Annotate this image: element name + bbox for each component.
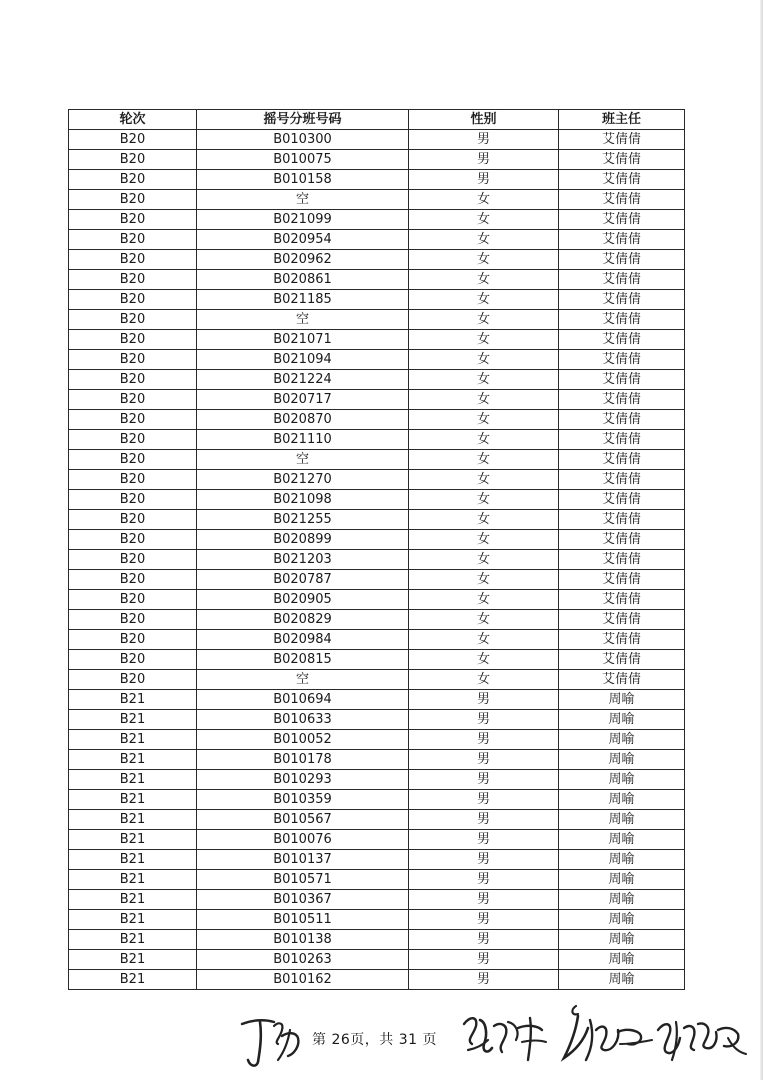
cell-gender: 男 <box>409 810 559 830</box>
cell-gender: 男 <box>409 790 559 810</box>
cell-gender: 女 <box>409 610 559 630</box>
table-row <box>69 230 685 250</box>
cell-round: B20 <box>69 150 197 170</box>
table-row <box>69 790 685 810</box>
table-row <box>69 390 685 410</box>
cell-gender: 女 <box>409 490 559 510</box>
cell-round: B21 <box>69 870 197 890</box>
table-row <box>69 950 685 970</box>
cell-head-teacher: 艾倩倩 <box>559 350 685 370</box>
cell-head-teacher: 周喻 <box>559 830 685 850</box>
cell-gender: 女 <box>409 250 559 270</box>
cell-gender: 女 <box>409 370 559 390</box>
cell-lottery-number: B010359 <box>197 790 409 810</box>
header-lottery-number: 摇号分班号码 <box>197 110 409 130</box>
cell-lottery-number: B021185 <box>197 290 409 310</box>
cell-head-teacher: 周喻 <box>559 790 685 810</box>
cell-round: B20 <box>69 570 197 590</box>
cell-head-teacher: 艾倩倩 <box>559 530 685 550</box>
cell-gender: 男 <box>409 950 559 970</box>
cell-head-teacher: 艾倩倩 <box>559 590 685 610</box>
handwritten-signature-3 <box>560 1000 656 1070</box>
cell-head-teacher: 周喻 <box>559 870 685 890</box>
cell-lottery-number: B010138 <box>197 930 409 950</box>
cell-gender: 男 <box>409 890 559 910</box>
cell-lottery-number: B020829 <box>197 610 409 630</box>
cell-head-teacher: 艾倩倩 <box>559 490 685 510</box>
cell-round: B20 <box>69 270 197 290</box>
table-row <box>69 770 685 790</box>
cell-gender: 女 <box>409 270 559 290</box>
cell-round: B20 <box>69 650 197 670</box>
table-row <box>69 530 685 550</box>
cell-lottery-number: B020787 <box>197 570 409 590</box>
cell-gender: 男 <box>409 910 559 930</box>
table-row <box>69 590 685 610</box>
cell-round: B21 <box>69 830 197 850</box>
handwritten-signature-4 <box>654 1008 750 1068</box>
table-row <box>69 430 685 450</box>
cell-round: B20 <box>69 610 197 630</box>
cell-head-teacher: 艾倩倩 <box>559 150 685 170</box>
header-gender: 性别 <box>409 110 559 130</box>
table-header-row <box>69 110 685 130</box>
cell-gender: 男 <box>409 170 559 190</box>
cell-head-teacher: 艾倩倩 <box>559 230 685 250</box>
table-row <box>69 750 685 770</box>
cell-round: B20 <box>69 430 197 450</box>
cell-lottery-number: 空 <box>197 310 409 330</box>
cell-lottery-number: B021099 <box>197 210 409 230</box>
cell-gender: 男 <box>409 850 559 870</box>
cell-head-teacher: 艾倩倩 <box>559 550 685 570</box>
table-row <box>69 850 685 870</box>
cell-gender: 男 <box>409 710 559 730</box>
cell-head-teacher: 艾倩倩 <box>559 250 685 270</box>
cell-gender: 女 <box>409 550 559 570</box>
cell-head-teacher: 艾倩倩 <box>559 430 685 450</box>
table-row <box>69 630 685 650</box>
cell-lottery-number: 空 <box>197 190 409 210</box>
cell-round: B20 <box>69 410 197 430</box>
cell-gender: 男 <box>409 770 559 790</box>
cell-head-teacher: 艾倩倩 <box>559 670 685 690</box>
cell-lottery-number: B010511 <box>197 910 409 930</box>
cell-gender: 女 <box>409 650 559 670</box>
cell-lottery-number: B010694 <box>197 690 409 710</box>
cell-gender: 男 <box>409 730 559 750</box>
cell-head-teacher: 周喻 <box>559 710 685 730</box>
cell-round: B21 <box>69 850 197 870</box>
cell-round: B21 <box>69 950 197 970</box>
cell-lottery-number: B021094 <box>197 350 409 370</box>
cell-lottery-number: 空 <box>197 450 409 470</box>
cell-gender: 男 <box>409 970 559 990</box>
cell-round: B20 <box>69 390 197 410</box>
cell-round: B20 <box>69 590 197 610</box>
cell-round: B20 <box>69 670 197 690</box>
cell-lottery-number: B020815 <box>197 650 409 670</box>
page-footer <box>0 1000 763 1080</box>
table-row <box>69 270 685 290</box>
handwritten-signature-2 <box>458 1004 554 1068</box>
cell-head-teacher: 艾倩倩 <box>559 270 685 290</box>
cell-lottery-number: B021203 <box>197 550 409 570</box>
cell-gender: 女 <box>409 470 559 490</box>
cell-lottery-number: B020905 <box>197 590 409 610</box>
cell-head-teacher: 艾倩倩 <box>559 170 685 190</box>
header-head-teacher: 班主任 <box>559 110 685 130</box>
cell-round: B21 <box>69 890 197 910</box>
cell-lottery-number: B010052 <box>197 730 409 750</box>
cell-lottery-number: B020870 <box>197 410 409 430</box>
cell-lottery-number: B021224 <box>197 370 409 390</box>
cell-round: B21 <box>69 790 197 810</box>
cell-head-teacher: 周喻 <box>559 850 685 870</box>
table-body <box>69 130 685 990</box>
table-row <box>69 370 685 390</box>
table-row <box>69 510 685 530</box>
table-row <box>69 610 685 630</box>
table-row <box>69 290 685 310</box>
table-row <box>69 570 685 590</box>
cell-gender: 女 <box>409 430 559 450</box>
cell-round: B20 <box>69 630 197 650</box>
table-row <box>69 550 685 570</box>
cell-lottery-number: B020899 <box>197 530 409 550</box>
cell-gender: 女 <box>409 350 559 370</box>
table-row <box>69 870 685 890</box>
cell-gender: 女 <box>409 450 559 470</box>
page-prefix: 第 <box>312 1032 327 1048</box>
cell-round: B21 <box>69 970 197 990</box>
cell-head-teacher: 艾倩倩 <box>559 630 685 650</box>
cell-round: B20 <box>69 370 197 390</box>
cell-lottery-number: B021255 <box>197 510 409 530</box>
table-row <box>69 930 685 950</box>
cell-head-teacher: 周喻 <box>559 930 685 950</box>
cell-lottery-number: B020954 <box>197 230 409 250</box>
cell-gender: 女 <box>409 190 559 210</box>
cell-round: B20 <box>69 550 197 570</box>
cell-lottery-number: B010633 <box>197 710 409 730</box>
table-row <box>69 310 685 330</box>
cell-lottery-number: B021270 <box>197 470 409 490</box>
cell-gender: 女 <box>409 310 559 330</box>
cell-head-teacher: 艾倩倩 <box>559 330 685 350</box>
table-row <box>69 130 685 150</box>
cell-head-teacher: 艾倩倩 <box>559 290 685 310</box>
cell-round: B20 <box>69 490 197 510</box>
cell-lottery-number: B021098 <box>197 490 409 510</box>
cell-head-teacher: 艾倩倩 <box>559 470 685 490</box>
cell-gender: 女 <box>409 510 559 530</box>
cell-round: B20 <box>69 330 197 350</box>
cell-lottery-number: B010162 <box>197 970 409 990</box>
cell-head-teacher: 艾倩倩 <box>559 130 685 150</box>
cell-round: B21 <box>69 810 197 830</box>
handwritten-signature-1 <box>238 1010 308 1072</box>
class-assignment-table <box>68 109 685 990</box>
table-row <box>69 910 685 930</box>
cell-gender: 女 <box>409 330 559 350</box>
table-row <box>69 810 685 830</box>
table-row <box>69 170 685 190</box>
cell-head-teacher: 周喻 <box>559 910 685 930</box>
table-row <box>69 210 685 230</box>
cell-round: B21 <box>69 910 197 930</box>
cell-gender: 女 <box>409 210 559 230</box>
cell-lottery-number: B010263 <box>197 950 409 970</box>
cell-lottery-number: B020717 <box>197 390 409 410</box>
cell-head-teacher: 周喻 <box>559 950 685 970</box>
table-row <box>69 250 685 270</box>
cell-round: B21 <box>69 690 197 710</box>
cell-round: B20 <box>69 130 197 150</box>
cell-gender: 男 <box>409 830 559 850</box>
cell-gender: 女 <box>409 410 559 430</box>
cell-round: B20 <box>69 450 197 470</box>
cell-round: B20 <box>69 230 197 250</box>
cell-gender: 女 <box>409 290 559 310</box>
cell-round: B21 <box>69 730 197 750</box>
cell-gender: 男 <box>409 870 559 890</box>
cell-head-teacher: 艾倩倩 <box>559 610 685 630</box>
cell-round: B20 <box>69 210 197 230</box>
cell-head-teacher: 周喻 <box>559 890 685 910</box>
cell-gender: 男 <box>409 150 559 170</box>
cell-gender: 女 <box>409 530 559 550</box>
cell-head-teacher: 艾倩倩 <box>559 190 685 210</box>
cell-head-teacher: 周喻 <box>559 970 685 990</box>
cell-head-teacher: 艾倩倩 <box>559 650 685 670</box>
cell-gender: 女 <box>409 670 559 690</box>
table-row <box>69 350 685 370</box>
header-round: 轮次 <box>69 110 197 130</box>
page-total: 31 <box>398 1032 418 1048</box>
cell-gender: 男 <box>409 930 559 950</box>
cell-round: B20 <box>69 190 197 210</box>
cell-head-teacher: 艾倩倩 <box>559 370 685 390</box>
cell-head-teacher: 艾倩倩 <box>559 450 685 470</box>
cell-lottery-number: 空 <box>197 670 409 690</box>
cell-head-teacher: 周喻 <box>559 810 685 830</box>
cell-head-teacher: 艾倩倩 <box>559 310 685 330</box>
table-row <box>69 650 685 670</box>
table-row <box>69 710 685 730</box>
cell-gender: 女 <box>409 590 559 610</box>
cell-gender: 男 <box>409 690 559 710</box>
table-row <box>69 150 685 170</box>
table-row <box>69 690 685 710</box>
cell-gender: 男 <box>409 750 559 770</box>
cell-head-teacher: 周喻 <box>559 770 685 790</box>
cell-gender: 女 <box>409 570 559 590</box>
cell-lottery-number: B021110 <box>197 430 409 450</box>
cell-head-teacher: 周喻 <box>559 730 685 750</box>
table-row <box>69 730 685 750</box>
cell-head-teacher: 艾倩倩 <box>559 570 685 590</box>
cell-lottery-number: B010567 <box>197 810 409 830</box>
cell-round: B21 <box>69 710 197 730</box>
cell-head-teacher: 艾倩倩 <box>559 390 685 410</box>
cell-round: B21 <box>69 750 197 770</box>
table-row <box>69 190 685 210</box>
page-number <box>312 1029 437 1049</box>
cell-lottery-number: B020962 <box>197 250 409 270</box>
page-middle: 页，共 <box>350 1032 394 1048</box>
table-row <box>69 970 685 990</box>
cell-round: B20 <box>69 350 197 370</box>
cell-lottery-number: B020984 <box>197 630 409 650</box>
cell-lottery-number: B010158 <box>197 170 409 190</box>
cell-head-teacher: 艾倩倩 <box>559 410 685 430</box>
cell-lottery-number: B021071 <box>197 330 409 350</box>
cell-round: B20 <box>69 250 197 270</box>
cell-round: B20 <box>69 470 197 490</box>
cell-lottery-number: B020861 <box>197 270 409 290</box>
table-row <box>69 330 685 350</box>
cell-round: B20 <box>69 170 197 190</box>
cell-round: B21 <box>69 770 197 790</box>
cell-lottery-number: B010075 <box>197 150 409 170</box>
cell-gender: 女 <box>409 630 559 650</box>
table-row <box>69 450 685 470</box>
cell-head-teacher: 周喻 <box>559 690 685 710</box>
table-row <box>69 830 685 850</box>
cell-lottery-number: B010571 <box>197 870 409 890</box>
table-row <box>69 490 685 510</box>
cell-lottery-number: B010178 <box>197 750 409 770</box>
page-current: 26 <box>331 1032 351 1048</box>
cell-head-teacher: 艾倩倩 <box>559 210 685 230</box>
cell-round: B21 <box>69 930 197 950</box>
cell-round: B20 <box>69 530 197 550</box>
cell-gender: 女 <box>409 390 559 410</box>
cell-gender: 男 <box>409 130 559 150</box>
cell-round: B20 <box>69 290 197 310</box>
cell-lottery-number: B010367 <box>197 890 409 910</box>
cell-lottery-number: B010300 <box>197 130 409 150</box>
cell-lottery-number: B010137 <box>197 850 409 870</box>
cell-gender: 女 <box>409 230 559 250</box>
table-row <box>69 890 685 910</box>
page-suffix: 页 <box>422 1032 438 1048</box>
table-row <box>69 470 685 490</box>
cell-lottery-number: B010293 <box>197 770 409 790</box>
table-row <box>69 410 685 430</box>
cell-lottery-number: B010076 <box>197 830 409 850</box>
cell-head-teacher: 周喻 <box>559 750 685 770</box>
cell-round: B20 <box>69 310 197 330</box>
cell-head-teacher: 艾倩倩 <box>559 510 685 530</box>
cell-round: B20 <box>69 510 197 530</box>
table-row <box>69 670 685 690</box>
